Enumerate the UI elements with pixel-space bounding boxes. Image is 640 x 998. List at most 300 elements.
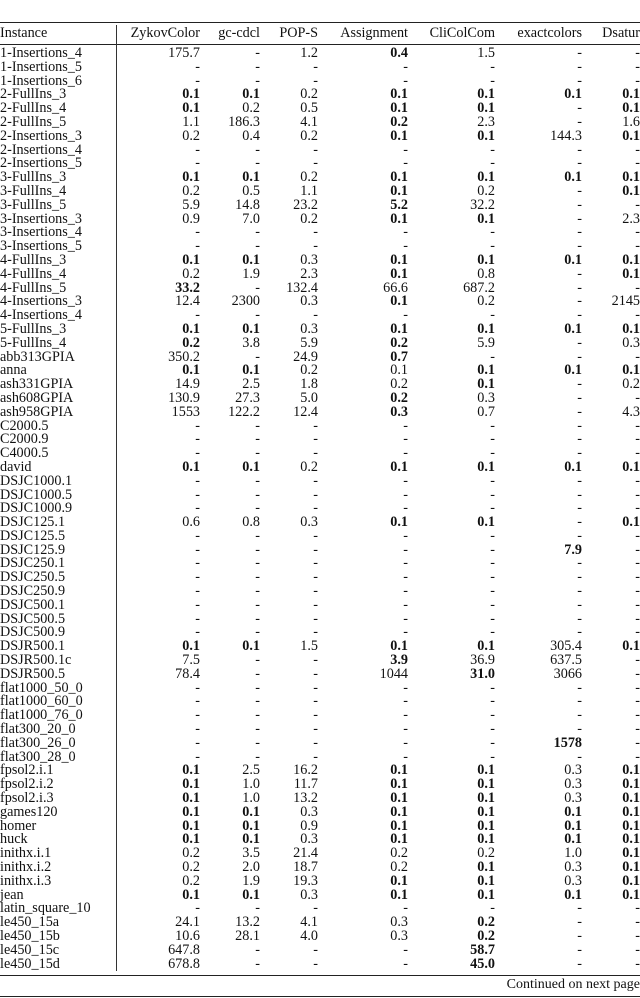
table-cell: - [313,141,318,158]
best-value: 0.1 [622,169,640,186]
table-cell: - [635,196,640,213]
best-value: 0.1 [390,86,408,103]
table-cell: - [577,500,582,517]
instance-name: 2-FullIns_3 [0,88,116,102]
table-cell: 1.2 [300,45,318,61]
instance-name: 3-Insertions_4 [0,226,116,240]
best-value: 0.1 [564,86,582,103]
table-cell: - [403,155,408,172]
table-row [0,185,640,199]
table-cell: 0.3 [300,831,318,848]
best-value: 0.1 [622,182,640,199]
best-value: 0.1 [390,182,408,199]
table-cell [408,458,495,475]
instance-name: flat300_26_0 [0,737,116,751]
table-row [0,916,640,930]
top-rule [0,22,640,23]
header-zykovcolor: ZykovColor [130,25,200,41]
table-cell: - [195,527,200,544]
table-cell: - [195,238,200,255]
table-cell: 0.3 [564,859,582,876]
end-rule [0,996,640,997]
table-row [0,902,640,916]
table-cell: - [490,141,495,158]
best-value: 0.1 [182,362,200,379]
instance-name: 1-Insertions_4 [0,45,116,61]
table-cell: - [577,389,582,406]
table-cell: 24.1 [175,914,200,931]
table-cell: - [255,45,260,61]
table-cell: - [577,472,582,489]
table-cell: - [255,583,260,600]
table-cell: - [403,445,408,462]
instance-name: 2-FullIns_5 [0,116,116,130]
table-cell: - [195,224,200,241]
best-value: 0.1 [564,831,582,848]
table-cell: - [313,596,318,613]
table-cell: - [577,45,582,61]
table-cell: - [403,527,408,544]
table-row [0,240,640,254]
table-cell: 11.7 [293,776,318,793]
table-cell [318,210,408,227]
table-cell: - [313,569,318,586]
best-value: 0.1 [477,251,495,268]
table-cell: - [195,900,200,917]
instance-name: 4-FullIns_5 [0,282,116,296]
table-cell: 2.3 [477,113,495,130]
table-cell: - [403,58,408,75]
table-cell: 0.2 [182,265,200,282]
best-value: 0.1 [477,790,495,807]
table-cell: - [577,155,582,172]
table-row [0,944,640,958]
table-cell [495,458,582,475]
best-value: 0.1 [477,638,495,655]
instance-name: inithx.i.2 [0,861,116,875]
table-cell: 7.5 [182,652,200,669]
table-row [0,723,640,737]
table-cell: - [403,624,408,641]
table-cell: 13.2 [235,914,260,931]
best-value: 0.1 [564,803,582,820]
table-cell: - [490,527,495,544]
table-cell: - [635,652,640,669]
table-row [0,778,640,792]
table-cell: - [635,583,640,600]
table-cell: - [255,679,260,696]
best-value: 0.1 [242,169,260,186]
table-cell: 0.2 [300,169,318,186]
best-value: 0.2 [390,389,408,406]
best-value: 0.1 [390,872,408,889]
table-cell: - [313,58,318,75]
table-cell: 1.5 [477,45,495,61]
table-row [0,75,640,89]
table-cell: - [490,583,495,600]
table-cell: - [313,955,318,972]
table-cell: - [635,348,640,365]
instance-name: DSJC500.5 [0,613,116,627]
table-cell: - [195,721,200,738]
table-cell [408,516,495,530]
instance-name: DSJC500.1 [0,599,116,613]
table-cell: - [635,155,640,172]
table-cell: - [635,72,640,89]
instance-name: ash608GPIA [0,392,116,406]
table-cell: 647.8 [168,941,200,958]
best-value: 0.1 [622,762,640,779]
best-value: 0.1 [390,762,408,779]
table-cell: - [490,155,495,172]
best-value: 0.1 [182,86,200,103]
best-value: 0.1 [390,514,408,531]
table-row [0,116,640,130]
table-cell: - [255,238,260,255]
table-cell: 4.1 [300,113,318,130]
best-value: 0.1 [390,127,408,144]
table-cell: - [577,182,582,199]
table-cell [318,295,408,309]
table-cell: - [255,417,260,434]
table-cell: - [635,914,640,931]
table-cell: - [313,721,318,738]
table-row [0,337,640,351]
table-cell [495,251,582,268]
table-cell: 0.8 [242,514,260,531]
instance-name: flat300_20_0 [0,723,116,737]
table-cell: - [313,652,318,669]
table-cell: - [403,500,408,517]
table-cell: 36.9 [470,652,495,669]
table-cell: - [403,941,408,958]
instance-name: fpsol2.i.1 [0,764,116,778]
table-cell: 13.2 [293,790,318,807]
table-cell: - [635,58,640,75]
table-cell: - [195,500,200,517]
best-value: 0.1 [182,251,200,268]
table-cell: - [195,596,200,613]
table-cell: - [635,610,640,627]
table-cell: - [255,596,260,613]
best-value: 33.2 [175,279,200,296]
table-cell: - [313,431,318,448]
instance-name: 2-Insertions_5 [0,157,116,171]
table-cell: 0.2 [477,293,495,310]
table-cell: - [403,486,408,503]
table-cell: - [403,721,408,738]
instance-name: le450_15c [0,944,116,958]
table-cell: - [195,72,200,89]
table-row [0,557,640,571]
table-cell: - [313,445,318,462]
table-row [0,268,640,282]
best-value: 45.0 [470,955,495,972]
best-value: 0.1 [182,169,200,186]
table-cell: - [635,224,640,241]
best-value: 0.1 [242,362,260,379]
table-cell: 0.4 [242,127,260,144]
best-value: 0.1 [622,872,640,889]
table-cell: - [490,58,495,75]
table-cell: - [195,155,200,172]
best-value: 0.1 [390,320,408,337]
table-cell: - [577,100,582,117]
best-value: 0.1 [182,320,200,337]
table-cell: 0.2 [477,182,495,199]
table-cell: - [635,748,640,765]
table-row [0,199,640,213]
table-row [0,516,640,530]
table-row [0,309,640,323]
best-value: 0.1 [182,886,200,903]
table-cell: - [403,141,408,158]
table-cell: - [577,224,582,241]
best-value: 0.1 [622,100,640,117]
table-cell: - [577,238,582,255]
best-value: 0.1 [390,100,408,117]
table-cell [116,886,200,903]
table-cell [495,171,582,185]
best-value: 0.1 [182,803,200,820]
table-cell: - [490,238,495,255]
best-value: 0.2 [390,113,408,130]
table-cell: - [490,500,495,517]
table-cell: 130.9 [168,389,200,406]
table-cell: 350.2 [168,348,200,365]
table-cell: - [313,900,318,917]
table-row [0,323,640,337]
table-cell: - [255,58,260,75]
best-value: 0.1 [622,127,640,144]
instance-name: 3-FullIns_4 [0,185,116,199]
best-value: 0.1 [390,886,408,903]
best-value: 0.1 [242,803,260,820]
best-value: 0.1 [564,886,582,903]
table-cell: 7.0 [242,210,260,227]
table-cell: - [403,472,408,489]
table-cell: - [313,748,318,765]
table-cell: 122.2 [228,403,260,420]
instance-name: DSJC1000.5 [0,489,116,503]
table-row [0,102,640,116]
best-value: 0.1 [182,817,200,834]
table-cell: - [403,734,408,751]
table-cell: - [255,721,260,738]
table-cell: - [255,224,260,241]
table-cell: 0.3 [390,928,408,944]
table-row [0,213,640,227]
table-cell: - [403,72,408,89]
table-cell: - [490,431,495,448]
table-row [0,792,640,806]
instance-name: games120 [0,806,116,820]
table-cell: - [635,721,640,738]
best-value: 0.1 [564,817,582,834]
table-row [0,461,640,475]
best-value: 0.1 [622,458,640,475]
table-row [0,157,640,171]
table-cell: - [255,527,260,544]
instance-name: 5-FullIns_3 [0,323,116,337]
table-cell: - [313,72,318,89]
table-cell: - [255,141,260,158]
best-value: 0.1 [390,251,408,268]
table-cell: - [195,472,200,489]
table-cell: - [490,224,495,241]
best-value: 0.1 [390,265,408,282]
table-cell: 144.3 [550,127,582,144]
table-cell: - [577,72,582,89]
table-cell: - [403,555,408,572]
table-cell: 2145 [611,293,640,310]
table-cell [495,320,582,337]
table-cell: - [635,141,640,158]
best-value: 0.1 [477,762,495,779]
table-cell: - [195,583,200,600]
instance-name: inithx.i.3 [0,875,116,889]
table-cell: 28.1 [235,928,260,944]
header-instance: Instance [0,25,116,45]
best-value: 0.1 [622,362,640,379]
instance-name: 1-Insertions_6 [0,75,116,89]
table-cell: - [577,348,582,365]
table-cell: 4.3 [622,403,640,420]
table-cell: - [255,665,260,682]
table-cell: - [403,748,408,765]
best-value: 0.1 [477,776,495,793]
table-cell: - [490,679,495,696]
table-cell: 0.9 [182,210,200,227]
table-cell [318,45,408,61]
table-cell [318,458,408,475]
table-cell: - [635,527,640,544]
table-row [0,571,640,585]
instance-name: 1-Insertions_5 [0,61,116,75]
table-cell: 0.2 [182,127,200,144]
table-cell: - [195,569,200,586]
table-cell: - [255,541,260,558]
table-cell: 0.7 [477,403,495,420]
table-row [0,406,640,420]
best-value: 0.1 [622,86,640,103]
table-cell: - [490,486,495,503]
table-cell: - [403,693,408,710]
table-cell: - [490,445,495,462]
best-value: 0.1 [477,320,495,337]
table-cell: 0.2 [390,859,408,876]
table-cell: - [313,155,318,172]
table-cell: 132.4 [286,279,318,296]
instance-name: DSJR500.1 [0,640,116,654]
best-value: 0.1 [622,845,640,862]
table-row [0,45,640,61]
table-cell: 2.3 [300,265,318,282]
instance-name: 2-Insertions_4 [0,144,116,158]
table-cell: - [490,610,495,627]
table-cell: - [490,417,495,434]
table-cell: 1.0 [564,845,582,862]
table-cell [318,127,408,144]
table-cell: - [490,348,495,365]
table-cell: 5.9 [477,334,495,351]
table-cell: - [577,141,582,158]
best-value: 0.1 [477,886,495,903]
table-cell: 0.2 [300,127,318,144]
table-cell: - [255,472,260,489]
instance-name: 4-FullIns_3 [0,254,116,268]
best-value: 0.1 [242,817,260,834]
table-cell: - [490,569,495,586]
table-cell: - [195,610,200,627]
table-cell: - [635,679,640,696]
table-cell: - [577,955,582,972]
table-row [0,695,640,709]
table-cell: - [255,569,260,586]
table-cell: - [577,293,582,310]
table-cell: - [403,679,408,696]
best-value: 0.2 [477,914,495,931]
table-row [0,61,640,75]
table-cell: 23.2 [293,196,318,213]
table-cell [318,403,408,420]
instance-name: C2000.9 [0,433,116,447]
table-cell: 0.2 [477,845,495,862]
table-row [0,930,640,944]
table-cell [408,210,495,227]
table-cell: 16.2 [293,762,318,779]
table-cell: - [313,417,318,434]
table-cell [582,640,640,654]
instance-name: DSJC250.1 [0,557,116,571]
table-cell: - [255,707,260,724]
table-cell: - [635,734,640,751]
table-cell: 0.2 [182,872,200,889]
table-cell: - [490,541,495,558]
table-cell: 10.6 [175,928,200,944]
instance-name: 5-FullIns_4 [0,337,116,351]
best-value: 0.1 [622,859,640,876]
table-cell [408,886,495,903]
best-value: 3.9 [390,652,408,669]
table-row [0,502,640,516]
table-cell: - [490,624,495,641]
instance-name: david [0,461,116,475]
table-cell: 0.2 [390,845,408,862]
table-cell: 18.7 [293,859,318,876]
table-row [0,889,640,903]
table-row [0,833,640,847]
instance-name: ash331GPIA [0,378,116,392]
table-cell: - [195,624,200,641]
table-cell: 2300 [231,293,260,310]
table-cell: - [490,900,495,917]
table-cell: - [195,431,200,448]
table-cell: - [490,472,495,489]
table-cell: 19.3 [293,872,318,889]
best-value: 0.1 [622,790,640,807]
best-value: 0.1 [182,790,200,807]
table-cell: 0.2 [300,210,318,227]
best-value: 0.1 [477,859,495,876]
table-cell: - [195,417,200,434]
table-cell: 1.9 [242,265,260,282]
table-cell: 0.3 [564,872,582,889]
table-cell: - [635,431,640,448]
header-row [0,25,640,45]
best-value: 0.1 [477,127,495,144]
table-row [0,130,640,144]
